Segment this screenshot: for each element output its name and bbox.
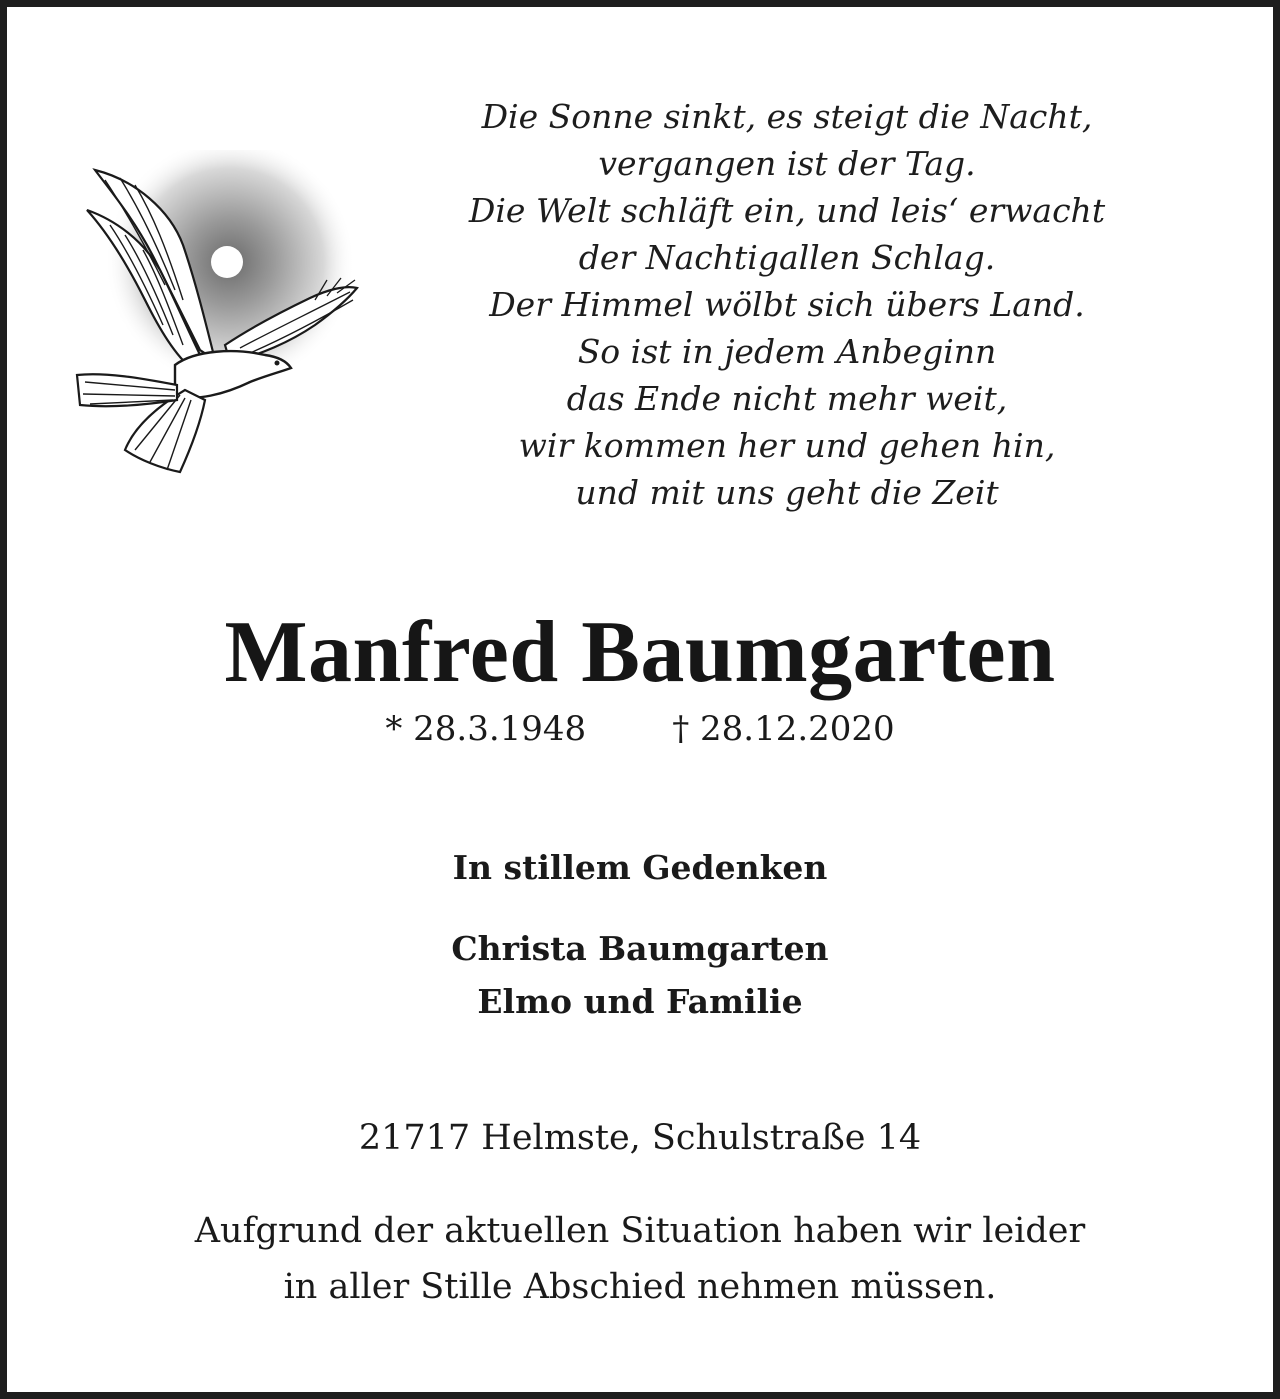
- birth-date: * 28.3.1948: [385, 709, 587, 749]
- poem-line: So ist in jedem Anbeginn: [577, 332, 997, 371]
- poem-line: das Ende nicht mehr weit,: [566, 379, 1008, 418]
- address: 21717 Helmste, Schulstraße 14: [358, 1118, 922, 1158]
- mourning-heading: In stillem Gedenken: [452, 848, 828, 887]
- notice-line: in aller Stille Abschied nehmen müssen.: [283, 1267, 997, 1307]
- life-dates: [7, 707, 1273, 751]
- poem-line: Die Welt schläft ein, und leis‘ erwacht: [468, 191, 1106, 230]
- death-date: † 28.12.2020: [672, 709, 895, 749]
- poem-line: vergangen ist der Tag.: [598, 144, 976, 183]
- poem-line: der Nachtigallen Schlag.: [578, 238, 996, 277]
- poem: [407, 93, 1167, 516]
- poem-line: Die Sonne sinkt, es steigt die Nacht,: [481, 97, 1093, 136]
- deceased-name: Manfred Baumgarten: [224, 604, 1056, 701]
- dove-with-moon-icon: [65, 150, 361, 490]
- mourner-name: Christa Baumgarten: [451, 929, 829, 968]
- mourner-name: Elmo und Familie: [477, 982, 803, 1021]
- poem-line: und mit uns geht die Zeit: [575, 473, 999, 512]
- poem-line: Der Himmel wölbt sich übers Land.: [489, 285, 1085, 324]
- notice-line: Aufgrund der aktuellen Situation haben wir leider: [194, 1211, 1086, 1251]
- poem-line: wir kommen her und gehen hin,: [518, 426, 1056, 465]
